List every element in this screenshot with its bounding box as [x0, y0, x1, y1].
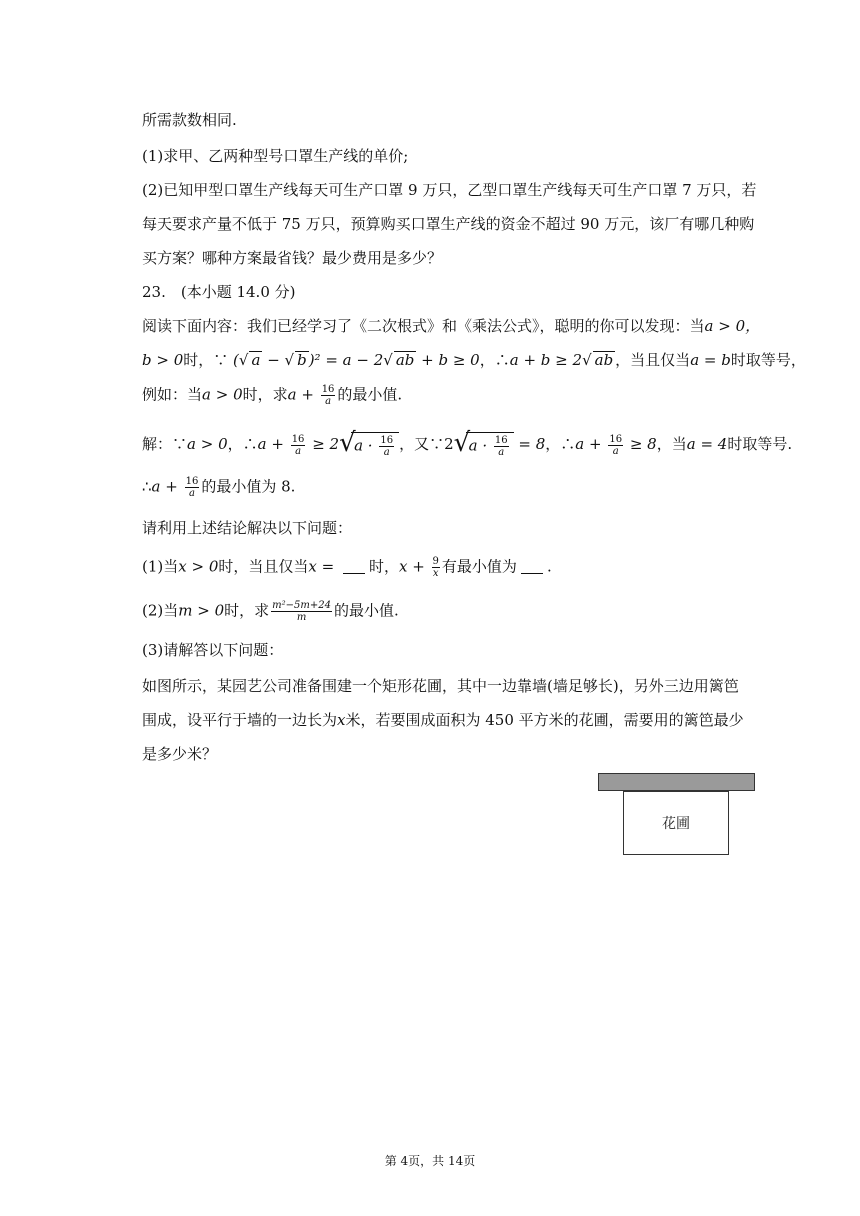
- numerator: 16: [609, 433, 623, 445]
- text-segment: ，又∵: [399, 435, 445, 453]
- sqrt-a: a: [251, 351, 261, 369]
- math-inline: a > 0: [202, 385, 243, 404]
- reading-intro: [142, 316, 760, 336]
- denominator: a: [188, 488, 195, 499]
- fraction: [291, 434, 306, 457]
- radicand: [351, 432, 399, 458]
- text-segment: (1)当: [142, 557, 179, 576]
- denominator: x: [432, 568, 439, 579]
- denominator: m: [296, 612, 307, 623]
- math-inline: a = 4: [686, 435, 728, 453]
- fraction: [379, 435, 394, 458]
- text-segment: 时取等号.: [727, 435, 793, 453]
- answer-blank[interactable]: [521, 573, 543, 574]
- text-segment: 时，: [368, 557, 399, 576]
- text-segment: ∴: [142, 477, 152, 496]
- text-segment: 时，求: [242, 385, 288, 404]
- denominator: a: [498, 447, 505, 458]
- fraction: [185, 476, 200, 499]
- math-inline: x > 0: [178, 557, 219, 576]
- text-line: 是多少米？: [142, 745, 218, 763]
- math-inline: a +: [287, 385, 319, 404]
- subquestion-1: [142, 556, 552, 579]
- denominator: a: [612, 445, 619, 457]
- radicand: [466, 432, 514, 458]
- question-1: (1)求甲、乙两种型号口罩生产线的单价;: [142, 147, 409, 165]
- math-inline: a +: [257, 435, 289, 453]
- sqrt-b: b: [297, 351, 307, 369]
- text-line: 每天要求产量不低于 75 万只，预算购买口罩生产线的资金不超过 90 万元，该厂有哪几种购: [142, 215, 755, 233]
- text-line: 如图所示，某园艺公司准备围建一个矩形花圃，其中一边靠墙(墙足够长)，另外三边用篱笆: [142, 677, 739, 695]
- fraction: [494, 435, 509, 458]
- numerator: 9: [432, 556, 439, 567]
- text-segment: 阅读下面内容：我们已经学习了《二次根式》和《乘法公式》，聪明的你可以发现：当: [142, 317, 705, 335]
- math-inline: a +: [151, 477, 183, 496]
- text-segment: ，∴: [479, 351, 510, 369]
- solution-line: [142, 428, 793, 458]
- math-inline: x +: [398, 557, 430, 576]
- text-segment: 围成，设平行于墙的一边长为: [142, 711, 338, 729]
- denominator: a: [383, 447, 390, 458]
- answer-blank[interactable]: [343, 573, 365, 574]
- inequality-line: [142, 350, 806, 370]
- denominator: a: [295, 445, 302, 457]
- instruction-line: 请利用上述结论解决以下问题：: [142, 519, 353, 537]
- math-inline: a = b: [690, 351, 731, 369]
- garden-figure: [623, 791, 729, 855]
- subquestion-2: [142, 600, 399, 623]
- math-token: (: [233, 351, 239, 369]
- fraction: [608, 434, 623, 457]
- fraction: [432, 556, 440, 579]
- radical-sign: √: [339, 428, 356, 458]
- math-inline: a +: [575, 435, 607, 453]
- sqrt-ab: ab: [594, 351, 614, 369]
- math-token: )² = a − 2: [308, 351, 384, 369]
- text-segment: 时，求: [224, 601, 270, 620]
- numerator: 16: [321, 384, 335, 395]
- text-segment: 时取等号，: [730, 351, 806, 369]
- math-inline: a + b ≥ 2√ ab: [509, 351, 614, 369]
- text-segment: (2)当: [142, 601, 179, 620]
- sqrt-ab: ab: [395, 351, 415, 369]
- text-segment: 的最小值为 8.: [201, 477, 296, 496]
- math-inline: x =: [308, 557, 339, 576]
- conclusion-line: [142, 476, 295, 499]
- math-inline: (√ a − √ b )² = a − 2√ ab + b ≥ 0: [233, 351, 480, 369]
- text-segment: 解：∵: [142, 435, 188, 453]
- math-token: + b ≥ 0: [416, 351, 480, 369]
- math-inline: ≥ 8: [625, 435, 657, 453]
- radical-sign: √: [453, 428, 471, 458]
- denominator: a: [325, 396, 332, 407]
- text-segment: 有最小值为: [441, 557, 517, 576]
- subquestion-3: (3)请解答以下问题：: [142, 641, 284, 659]
- fraction: [271, 600, 332, 623]
- math-token: a ·: [354, 436, 378, 455]
- numerator: m²−5m+24: [272, 600, 331, 611]
- math-inline: a > 0: [187, 435, 228, 453]
- numerator: 16: [185, 476, 199, 487]
- numerator: 16: [494, 435, 508, 446]
- math-inline: 2: [444, 435, 454, 453]
- text-segment: 的最小值.: [337, 385, 403, 404]
- math-inline: = 8: [513, 435, 546, 453]
- text-segment: ，∴: [227, 435, 258, 453]
- math-token: a + b ≥ 2: [509, 351, 583, 369]
- text-segment: 时，当且仅当: [218, 557, 309, 576]
- text-segment: 时，∵: [183, 351, 229, 369]
- math-token: a ·: [468, 436, 492, 455]
- problem-23-header: 23. (本小题 14.0 分): [142, 283, 296, 301]
- example-line: [142, 384, 402, 407]
- math-inline: x: [337, 711, 346, 729]
- text-segment: ，当: [656, 435, 687, 453]
- text-segment: .: [546, 557, 552, 576]
- wall-figure: [598, 773, 755, 791]
- text-segment: ，当且仅当: [615, 351, 691, 369]
- text-segment: 例如：当: [142, 385, 203, 404]
- numerator: 16: [291, 433, 305, 445]
- text-segment: ，∴: [545, 435, 576, 453]
- math-inline: m > 0: [178, 601, 225, 620]
- math-token: −: [262, 351, 285, 369]
- math-inline: a > 0，: [704, 317, 761, 335]
- text-line: 所需款数相同.: [142, 111, 237, 129]
- math-inline: b > 0: [142, 351, 184, 369]
- radical: [339, 428, 399, 458]
- fraction: [321, 384, 336, 407]
- math-inline: ≥ 2: [307, 435, 340, 453]
- text-line: [142, 710, 744, 730]
- text-segment: 米，若要围成面积为 450 平方米的花圃，需要用的篱笆最少: [345, 711, 744, 729]
- garden-label: 花圃: [662, 816, 690, 832]
- page-footer: 第 4页，共 14页: [384, 1154, 476, 1168]
- numerator: 16: [380, 435, 394, 446]
- question-2: (2)已知甲型口罩生产线每天可生产口罩 9 万只，乙型口罩生产线每天可生产口罩 7 万只，若: [142, 181, 757, 199]
- text-line: 买方案？哪种方案最省钱？最少费用是多少？: [142, 249, 443, 267]
- text-segment: 的最小值.: [333, 601, 399, 620]
- radical: [453, 428, 514, 458]
